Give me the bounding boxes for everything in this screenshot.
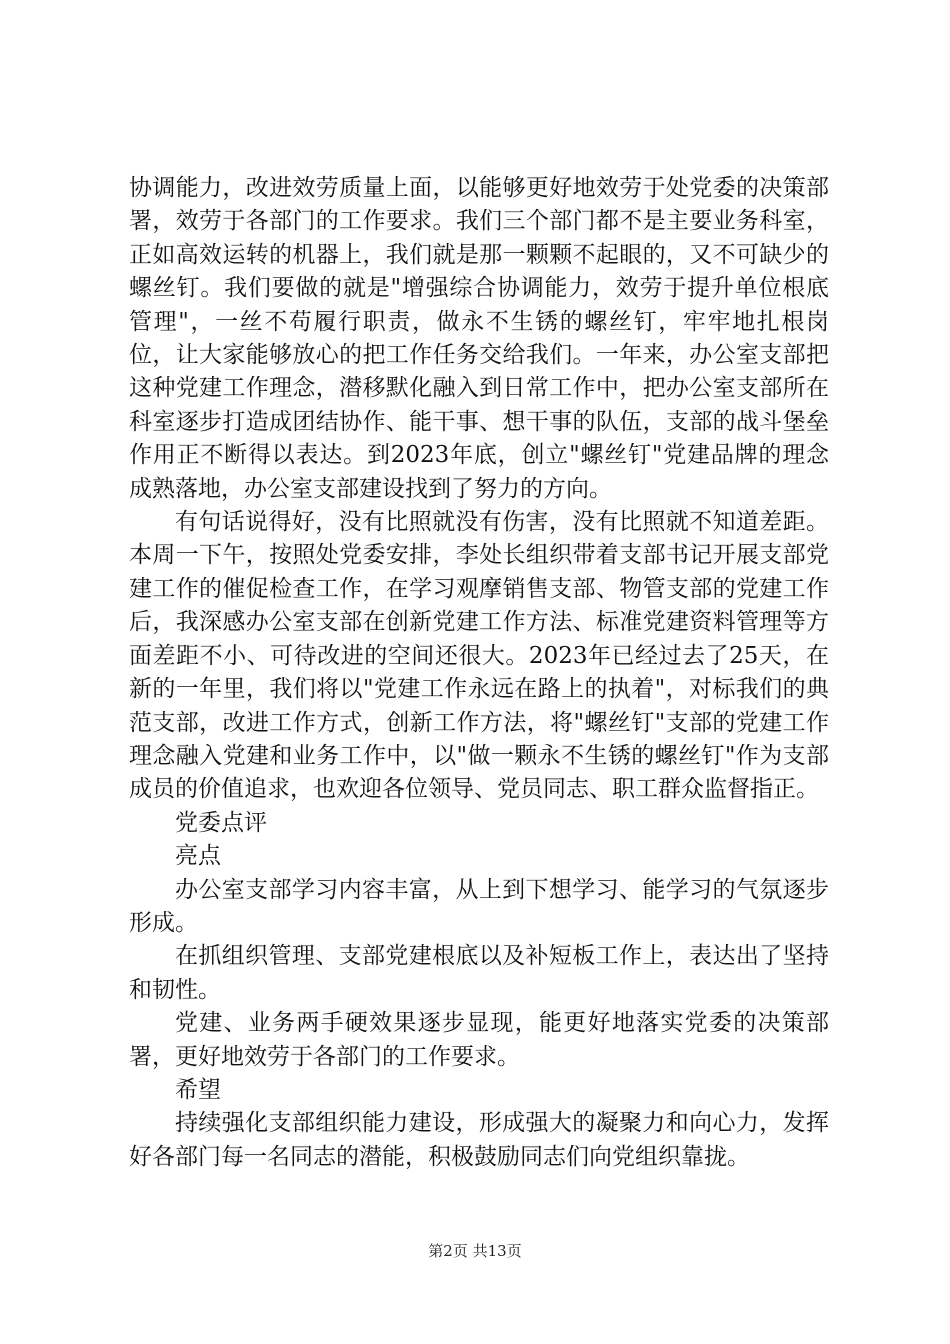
heading-highlights: 亮点: [175, 843, 221, 870]
heading-party-review: 党委点评: [175, 809, 267, 836]
document-body: [129, 172, 829, 1174]
page-total: 共13页: [472, 1242, 522, 1260]
highlight-item-2: 在抓组织管理、支部党建根底以及补短板工作上，表达出了坚持和韧性。: [129, 943, 829, 1003]
paragraph-comparison: 有句话说得好，没有比照就没有伤害，没有比照就不知道差距。本周一下午，按照处党委安排，李处长组织带着支部书记开展支部党建工作的催促检查工作，在学习观摩销售支部、物管支部的党建工作后，我深感办公室支部在创新党建工作方法、标准党建资料管理等方面差距不小、可待改进的空间还很大。2023年已经过去了25天，在新的一年里，我们将以"党建工作永远在路上的执着"，对标我们的典范支部，改进工作方式，创新工作方法，将"螺丝钉"支部的党建工作理念融入党建和业务工作中，以"做一颗永不生锈的螺丝钉"作为支部成员的价值追求，也欢迎各位领导、党员同志、职工群众监督指正。: [129, 509, 829, 803]
page-number: 第2页: [428, 1242, 468, 1260]
highlight-item-3: 党建、业务两手硬效果逐步显现，能更好地落实党委的决策部署，更好地效劳于各部门的工作要求。: [129, 1010, 829, 1070]
hope-item-1: 持续强化支部组织能力建设，形成强大的凝聚力和向心力，发挥好各部门每一名同志的潜能，积极鼓励同志们向党组织靠拢。: [129, 1110, 829, 1170]
heading-hopes: 希望: [175, 1076, 221, 1103]
page-footer: [0, 1241, 950, 1261]
highlight-item-1: 办公室支部学习内容丰富，从上到下想学习、能学习的气氛逐步形成。: [129, 876, 829, 936]
paragraph-continued: 协调能力，改进效劳质量上面，以能够更好地效劳于处党委的决策部署，效劳于各部门的工作要求。我们三个部门都不是主要业务科室，正如高效运转的机器上，我们就是那一颗颗不起眼的，又不可缺少的螺丝钉。我们要做的就是"增强综合协调能力，效劳于提升单位根底管理"，一丝不苟履行职责，做永不生锈的螺丝钉，牢牢地扎根岗位，让大家能够放心的把工作任务交给我们。一年来，办公室支部把这种党建工作理念，潜移默化融入到日常工作中，把办公室支部所在科室逐步打造成团结协作、能干事、想干事的队伍，支部的战斗堡垒作用正不断得以表达。到2023年底，创立"螺丝钉"党建品牌的理念成熟落地，办公室支部建设找到了努力的方向。: [129, 175, 829, 502]
